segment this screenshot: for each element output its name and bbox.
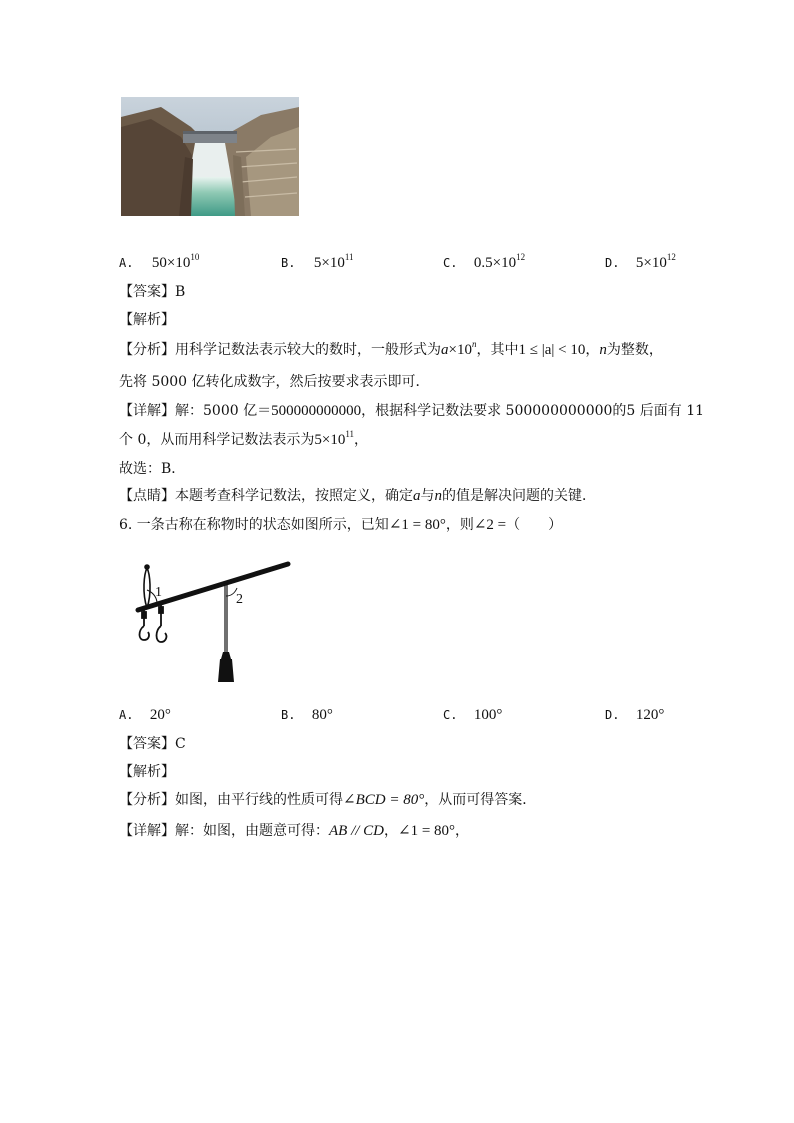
q6-stem: 6. 一条古称在称物时的状态如图所示，已知∠1 = 80°，则∠2 =（ ）: [119, 517, 563, 533]
q6-analysis-tag: 【解析】: [119, 764, 175, 780]
q5-options: [119, 253, 679, 275]
q5-xiangjie-line2: 个 0，从而用科学记数法表示为$5\times 10^{11}$，: [119, 429, 368, 448]
q6-option-a: A. 20°: [119, 707, 171, 723]
q5-choose: 故选：B．: [119, 461, 186, 477]
q6-answer: 【答案】C: [119, 736, 186, 752]
q5-option-b: B. $5\times 10^{11}$: [281, 252, 354, 271]
weight-string: [225, 583, 227, 652]
q6-option-c: C. 100°: [443, 707, 503, 723]
q5-dianjing: 【点睛】本题考查科学记数法，按照定义，确定a与n的值是解决问题的关键．: [119, 488, 596, 504]
steelyard-figure: [130, 558, 295, 688]
q6-option-d: D. 120°: [605, 707, 665, 723]
q5-answer: 【答案】B: [119, 284, 186, 300]
q5-analysis-tag: 【解析】: [119, 312, 175, 328]
q5-xiangjie: 【详解】解：5000 亿＝500000000000，根据科学记数法要求 500000000000的5 后面有 11: [119, 403, 705, 419]
figure-label-1: 1: [155, 585, 162, 600]
q5-option-c: C. $0.5\times 10^{12}$: [443, 252, 526, 271]
q6-fenxi: 【分析】如图，由平行线的性质可得∠BCD = 80°，从而可得答案．: [119, 792, 537, 808]
q6-option-b: B. 80°: [281, 707, 333, 723]
q5-option-d: D. $5\times 10^{12}$: [605, 252, 676, 271]
dam-photo: [121, 97, 299, 216]
q5-fenxi: 【分析】用科学记数法表示较大的数时，一般形式为$a\times 10^n$，其中1 ≤ |a| < 10，n为整数，: [119, 339, 663, 358]
q6-xiangjie: 【详解】解：如图，由题意可得：AB // CD，∠1 = 80°，: [119, 823, 470, 839]
weight: [218, 652, 234, 682]
q6-options: [119, 705, 679, 727]
q5-option-a: A. $50\times 10^{10}$: [119, 252, 200, 271]
q5-fenxi-line2: 先将 5000 亿转化成数字，然后按要求表示即可．: [119, 374, 430, 390]
suspension-loop: [144, 565, 150, 608]
figure-label-2: 2: [236, 592, 243, 607]
